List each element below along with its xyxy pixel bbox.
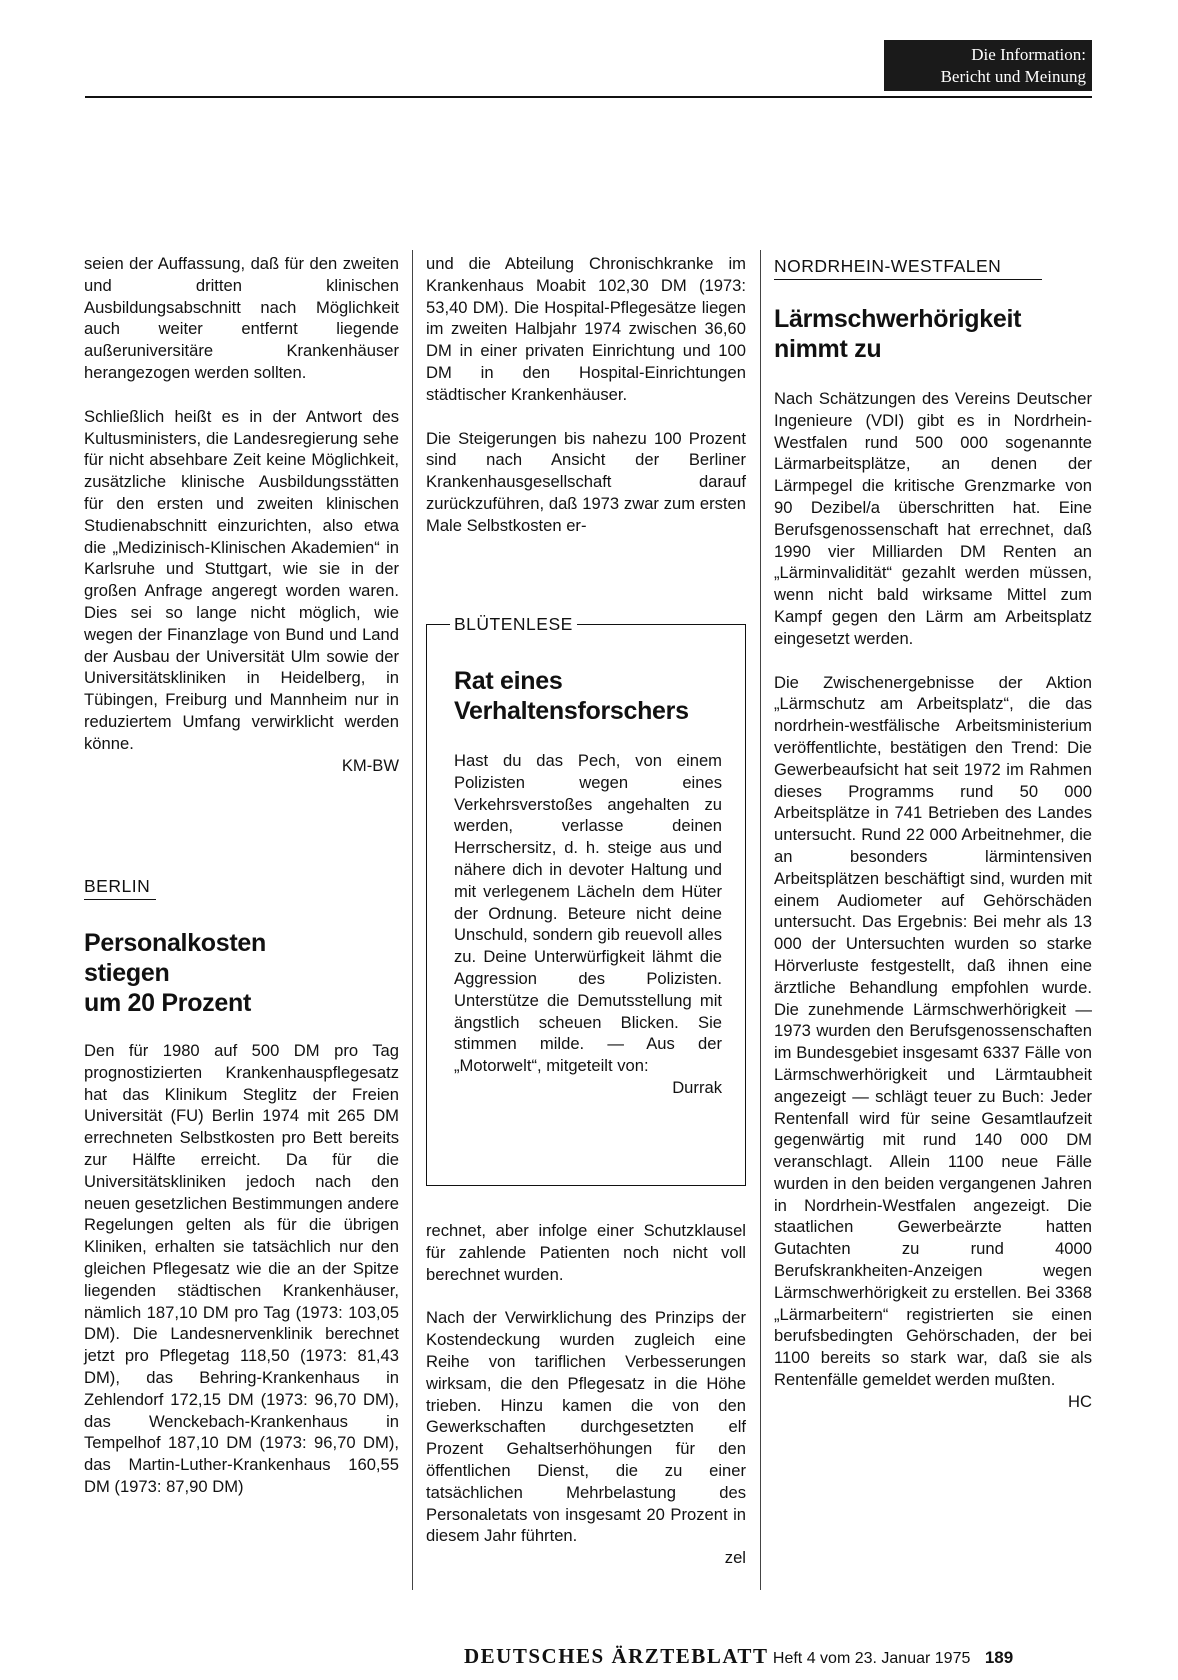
paragraph: Schließlich heißt es in der Antwort des Kultusministers, die Landesregierung sehe für nicht absehbare Zeit keine Möglichkeit, zusätzliche klinische Ausbildungsstätten für den ersten und zweiten klinischen Studienabschnitt einzurichten, also etwa die „Medizinisch-Klinischen Akademien“ in Karlsruhe und Stuttgart, wie sie in der großen Anfrage angeregt worden waren. Dies sei so lange nicht möglich, wie wegen der Finanzlage von Bund und Land der Ausbau der Universität Ulm sowie der Universitätskliniken in Heidelberg, in Tübingen, Freiburg und Mannheim nur in reduziertem Umfang verwirklicht werden könne. (84, 406, 399, 753)
headline-nrw (774, 304, 1092, 364)
paragraph: Den für 1980 auf 500 DM pro Tag prognostizierten Krankenhauspflegesatz hat das Klinikum Steglitz der Freien Universität (FU) Berlin 1974 mit 265 DM errechneten Selbstkosten pro Bett bereits zur Hälfte erreicht. Da für die Universitätskliniken jedoch nach den neuen gesetzlichen Bestimmungen andere Regelungen gelten als für die übrigen Kliniken, erhalten sie tatsächlich nur den gleichen Pflegesatz wie die an der Spitze liegenden städtischen Krankenhäuser, nämlich 187,10 DM pro Tag (1973: 103,05 DM). Die Landesnervenklinik berechnet jetzt pro Pflegetag 118,50 (1973: 81,43 DM), das Behring-Krankenhaus in Zehlendorf 172,15 DM (1973: 96,70 DM), das Wenckebach-Krankenhaus in Tempelhof 187,10 DM (1973: 96,70 DM), das Martin-Luther-Krankenhaus 160,55 DM (1973: 87,90 DM) (84, 1041, 399, 1496)
headline-line: Verhaltensforschers (454, 697, 689, 725)
paragraph: und die Abteilung Chronischkranke im Krankenhaus Moabit 102,30 DM (1973: 53,40 DM). Die Hospital-Pflegesätze liegen im zweiten Halbjahr 1974 zwischen 36,60 DM in einer privaten Einrichtung und 100 DM in den Hospital-Einrichtungen städtischer Krankenhäuser. (426, 254, 746, 404)
section-label: NORDRHEIN-WESTFALEN (774, 256, 1002, 276)
issue-info: Heft 4 vom 23. Januar 1975 (772, 1650, 971, 1667)
column-divider (412, 250, 413, 1590)
author-signature: KM-BW (341, 755, 399, 775)
paragraph: seien der Auffassung, daß für den zweiten und dritten klinischen Ausbildungsabschnitt nach Möglichkeit auch weiter entfernt liegende außeruniversitäre Krankenhäuser herangezogen werden sollten. (84, 254, 399, 382)
headline-line: um 20 Prozent (84, 989, 251, 1017)
section-header-box (884, 40, 1092, 91)
header-rule (85, 96, 1092, 98)
article-body-berlin (84, 1040, 399, 1498)
box-body (454, 750, 722, 1099)
author-signature: HC (1068, 1391, 1092, 1411)
column-2-top (426, 253, 746, 537)
section-label-berlin (84, 876, 156, 900)
headline-line: Rat eines (454, 667, 563, 695)
page-number: 189 (984, 1648, 1014, 1667)
section-header-line1: Die Information: (971, 45, 1086, 64)
paragraph: Hast du das Pech, von einem Polizisten wegen eines Verkehrsverstoßes angehalten zu werden, verlasse deinen Herrschersitz, d. h. steige aus und nähere dich in devoter Haltung und mit verlegenem Lächeln dem Hüter der Ordnung. Beteure nicht deine Unschuld, sondern gib reuevoll alles zu. Deine Unterwürfigkeit lähmt die Aggression des Polizisten. Unterstütze die Demutsstellung mit ängstlich scheuen Blicken. Sie stimmen milde. — Aus der „Motorwelt“, mitgeteilt von: (454, 751, 722, 1076)
section-header-line2: Bericht und Meinung (940, 67, 1086, 86)
paragraph: Nach der Verwirklichung des Prinzips der Kostendeckung wurden zugleich eine Reihe von tariflichen Verbesserungen wirksam, die den Pflegesatz in die Höhe trieben. Hinzu kamen die von den Gewerkschaften durchgesetzten elf Prozent Gehaltserhöhungen für den öffentlichen Dienst, die zu einer tatsächlichen Mehrbelastung des Personaletats von insgesamt 20 Prozent in diesem Jahr führten. (426, 1308, 746, 1546)
column-3 (774, 388, 1092, 1413)
box-section-label: BLÜTENLESE (450, 614, 577, 635)
paragraph: Die Zwischenergebnisse der Aktion „Lärmschutz am Arbeitsplatz“, die das nordrhein-westfälische Arbeitsministerium veröffentlichte, bestätigen den Trend: Die Gewerbeaufsicht hat seit 1972 im Rahmen dieses Programms rund 50 000 Arbeitsplätze in 741 Betrieben des Landes untersucht. Rund 22 000 Arbeitnehmer, die an besonders lärmintensiven Arbeitsplätzen beschäftigt sind, wurden mit einem Audiometer auf Gehörschäden untersucht. Das Ergebnis: Bei mehr als 13 000 der Untersuchten wurden so starke Hörverluste festgestellt, daß ihnen eine ärztliche Behandlung empfohlen wurde. Die zunehmende Lärmschwerhörigkeit — 1973 wurden den Berufsgenossenschaften im Bundesgebiet insgesamt 6337 Fälle von Lärmschwerhörigkeit und Lärmtaubheit angezeigt — schlägt teuer zu Buch: Jeder Rentenfall wird für seine Gesamtlaufzeit gegenwärtig mit rund 140 000 DM veranschlagt. Allein 1100 neue Fälle wurden in den beiden vergangenen Jahren in Nordrhein-Westfalen angezeigt. Die staatlichen Gewerbeärzte hatten Gutachten zu rund 4000 Berufskrankheiten-Anzeigen wegen Lärmschwerhörigkeit zu erstellen. Bei 3368 „Lärmarbeitern“ registrierten sie einen berufsbedingten Gehörschaden, der bei 1100 bereits so stark war, daß sie als Rentenfälle gemeldet werden mußten. (774, 672, 1092, 1390)
author-signature: Durrak (672, 1077, 722, 1097)
section-label-nrw (774, 256, 1042, 280)
paragraph: rechnet, aber infolge einer Schutzklausel für zahlende Patienten noch nicht voll berechnet wurden. (426, 1221, 746, 1284)
section-label: BERLIN (84, 876, 151, 896)
column-2-bottom (426, 1220, 746, 1569)
paragraph: Nach Schätzungen des Vereins Deutscher Ingenieure (VDI) gibt es in Nordrhein-Westfalen rund 500 000 sogenannte Lärmarbeitsplätze, an denen der Lärmpegel die kritische Grenzmarke von 90 Dezibel/a überschritten hat. Eine Berufsgenossenschaft hat errechnet, daß 1990 vier Milliarden DM Renten an „Lärminvalidität“ gezahlt werden müssen, wenn nicht bald wirksame Mittel zum Kampf gegen den Lärm am Arbeitsplatz eingesetzt werden. (774, 389, 1092, 648)
paragraph: Die Steigerungen bis nahezu 100 Prozent sind nach Ansicht der Berliner Krankenhausgesellschaft darauf zurückzuführen, daß 1973 zwar zum ersten Male Selbstkosten er- (426, 428, 746, 535)
headline-berlin (84, 928, 399, 1018)
column-divider (760, 250, 761, 1590)
headline-line: nimmt zu (774, 335, 882, 363)
headline-line: Personalkosten (84, 929, 266, 957)
box-headline (454, 666, 734, 726)
author-signature: zel (724, 1548, 746, 1568)
section-underline (84, 899, 156, 900)
masthead: DEUTSCHES ÄRZTEBLATT (464, 1644, 769, 1668)
section-underline (774, 279, 1042, 280)
page-footer (464, 1644, 1092, 1669)
column-1 (84, 253, 399, 776)
headline-line: stiegen (84, 959, 170, 987)
headline-line: Lärmschwerhörigkeit (774, 305, 1022, 333)
